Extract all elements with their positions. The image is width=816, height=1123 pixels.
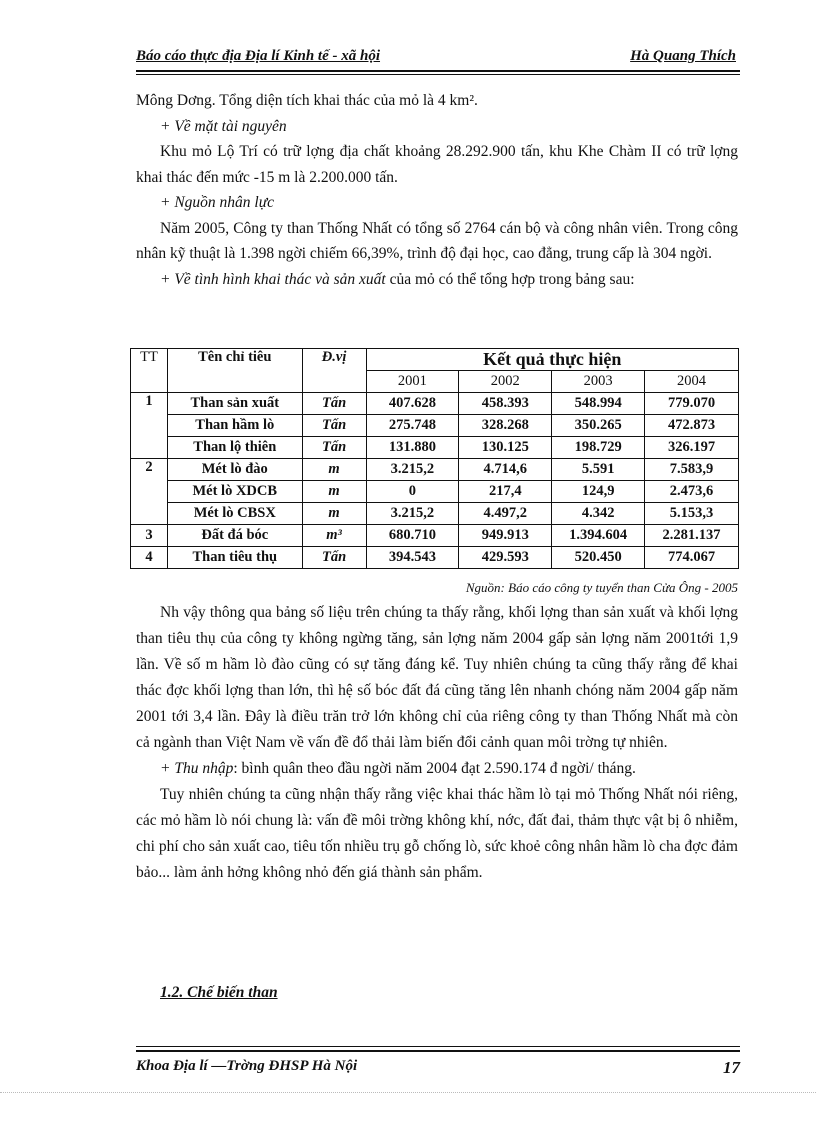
- paragraph-income: [136, 756, 738, 782]
- row-number: 4: [131, 547, 168, 569]
- header-rule-thin: [136, 74, 740, 75]
- row-number: 3: [131, 525, 168, 547]
- table-row: [131, 503, 739, 525]
- footer-institution: Khoa Địa lí —Trờng ĐHSP Hà Nội: [136, 1058, 358, 1074]
- value-cell: 407.628: [366, 393, 459, 415]
- paragraph-workforce: Năm 2005, Công ty than Thống Nhất có tổng số 2764 cán bộ và công nhân viên. Trong công nhân kỹ thuật là 1.398 ngời chiếm 66,39%, trình độ đại học, cao đẳng, trung cấp là 304 ngời.: [136, 219, 738, 262]
- table-row: [131, 459, 739, 481]
- value-cell: 394.543: [366, 547, 459, 569]
- value-cell: 217,4: [459, 481, 552, 503]
- unit-cell: Tấn: [302, 547, 366, 569]
- footer-rule-thick: [136, 1050, 740, 1052]
- value-cell: 124,9: [552, 481, 645, 503]
- value-cell: 2.281.137: [645, 525, 739, 547]
- unit-cell: Tấn: [302, 393, 366, 415]
- header-title: Báo cáo thực địa Địa lí Kinh tế - xã hội: [136, 48, 381, 64]
- value-cell: 3.215,2: [366, 459, 459, 481]
- income-italic: + Thu nhập: [160, 760, 234, 777]
- row-number: 1: [131, 393, 168, 459]
- production-table: [130, 348, 739, 569]
- production-intro-rest: của mỏ có thể tổng hợp trong bảng sau:: [385, 270, 635, 288]
- indicator-name: Than sản xuất: [167, 393, 302, 415]
- header-author: Hà Quang Thích: [630, 48, 736, 64]
- header-year: 2001: [366, 371, 459, 393]
- header-results: Kết quả thực hiện: [366, 349, 739, 371]
- table-source: Nguồn: Báo cáo công ty tuyển than Cửa Ông - 2005: [465, 580, 738, 595]
- header-year: 2003: [552, 371, 645, 393]
- production-intro-italic: + Về tình hình khai thác và sản xuất: [160, 270, 386, 288]
- value-cell: 472.873: [645, 415, 739, 437]
- paragraph-production-intro: [136, 267, 738, 293]
- header-rule-thick: [136, 70, 740, 72]
- indicator-name: Than lộ thiên: [167, 437, 302, 459]
- indicator-name: Mét lò XDCB: [167, 481, 302, 503]
- page-footer: [136, 1058, 740, 1075]
- value-cell: 326.197: [645, 437, 739, 459]
- value-cell: 1.394.604: [552, 525, 645, 547]
- unit-cell: m³: [302, 525, 366, 547]
- unit-cell: m: [302, 503, 366, 525]
- body-text-top: [136, 88, 738, 292]
- value-cell: 3.215,2: [366, 503, 459, 525]
- heading-human-resources: + Nguồn nhân lực: [160, 194, 275, 211]
- table-row: [131, 481, 739, 503]
- value-cell: 7.583,9: [645, 459, 739, 481]
- value-cell: 680.710: [366, 525, 459, 547]
- page-number: 17: [723, 1058, 740, 1077]
- value-cell: 4.497,2: [459, 503, 552, 525]
- value-cell: 429.593: [459, 547, 552, 569]
- unit-cell: m: [302, 481, 366, 503]
- income-rest: : bình quân theo đầu ngời năm 2004 đạt 2.590.174 đ ngời/ tháng.: [233, 760, 636, 777]
- table-row: [131, 437, 739, 459]
- indicator-name: Mét lò đào: [167, 459, 302, 481]
- table-row: [131, 393, 739, 415]
- value-cell: 198.729: [552, 437, 645, 459]
- table-row: [131, 547, 739, 569]
- section-heading: 1.2. Chế biến than: [160, 984, 278, 1001]
- value-cell: 774.067: [645, 547, 739, 569]
- footer-rule-thin: [136, 1046, 740, 1047]
- value-cell: 2.473,6: [645, 481, 739, 503]
- unit-cell: Tấn: [302, 437, 366, 459]
- value-cell: 0: [366, 481, 459, 503]
- page-edge-divider: [0, 1092, 816, 1093]
- header-year: 2002: [459, 371, 552, 393]
- row-number: 2: [131, 459, 168, 525]
- indicator-name: Đất đá bóc: [167, 525, 302, 547]
- header-unit: Đ.vị: [302, 349, 366, 393]
- table-row: [131, 525, 739, 547]
- value-cell: 131.880: [366, 437, 459, 459]
- header-tt: TT: [131, 349, 168, 393]
- paragraph-reserves: Khu mỏ Lộ Trí có trữ lợng địa chất khoảng 28.292.900 tấn, khu Khe Chàm II có trữ lợng khai thác đến mức -15 m là 2.200.000 tấn.: [136, 143, 738, 186]
- value-cell: 350.265: [552, 415, 645, 437]
- value-cell: 949.913: [459, 525, 552, 547]
- value-cell: 520.450: [552, 547, 645, 569]
- value-cell: 130.125: [459, 437, 552, 459]
- value-cell: 328.268: [459, 415, 552, 437]
- value-cell: 5.591: [552, 459, 645, 481]
- paragraph-environment: Tuy nhiên chúng ta cũng nhận thấy rằng việc khai thác hầm lò tại mỏ Thống Nhất nói riêng, các mỏ hầm lò nói chung là: vấn đề môi trờng không khí, nớc, đất đai, thảm thực vật bị ô nhiễm, chi phí cho sản xuất cao, tiêu tốn nhiều trụ gỗ chống lò, sức khoẻ công nhân hầm lò cha đợc đảm bảo... làm ảnh hởng không nhỏ đến giá thành sản phẩm.: [136, 786, 738, 881]
- value-cell: 4.342: [552, 503, 645, 525]
- value-cell: 458.393: [459, 393, 552, 415]
- indicator-name: Mét lò CBSX: [167, 503, 302, 525]
- value-cell: 779.070: [645, 393, 739, 415]
- value-cell: 4.714,6: [459, 459, 552, 481]
- indicator-name: Than tiêu thụ: [167, 547, 302, 569]
- paragraph-area: Mông Dơng. Tổng diện tích khai thác của mỏ là 4 km².: [136, 92, 478, 109]
- page-header: [136, 48, 740, 68]
- body-text-bottom: [136, 600, 738, 886]
- heading-resources: + Về mặt tài nguyên: [160, 117, 287, 135]
- unit-cell: Tấn: [302, 415, 366, 437]
- unit-cell: m: [302, 459, 366, 481]
- table-row: [131, 415, 739, 437]
- header-year: 2004: [645, 371, 739, 393]
- value-cell: 275.748: [366, 415, 459, 437]
- value-cell: 548.994: [552, 393, 645, 415]
- value-cell: 5.153,3: [645, 503, 739, 525]
- indicator-name: Than hầm lò: [167, 415, 302, 437]
- paragraph-analysis: Nh vậy thông qua bảng số liệu trên chúng ta thấy rằng, khối lợng than sản xuất và khối lợng than tiêu thụ của công ty không ngừng tăng, sản lợng năm 2004 gấp sản lợng năm 2001tới 1,9 lần. Về số m hầm lò đào cũng có sự tăng đáng kể. Tuy nhiên chúng ta cũng thấy rằng để khai thác đợc khối lợng than lớn, thì hệ số bóc đất đá cũng tăng lên nhanh chóng năm 2004 gấp năm 2001 tới 3,4 lần. Đây là điều trăn trở lớn không chỉ của riêng công ty than Thống Nhất mà còn cả ngành than Việt Nam về vấn đề đổ thải làm biến đổi cảnh quan môi trờng tự nhiên.: [136, 604, 738, 751]
- header-indicator: Tên chỉ tiêu: [167, 349, 302, 393]
